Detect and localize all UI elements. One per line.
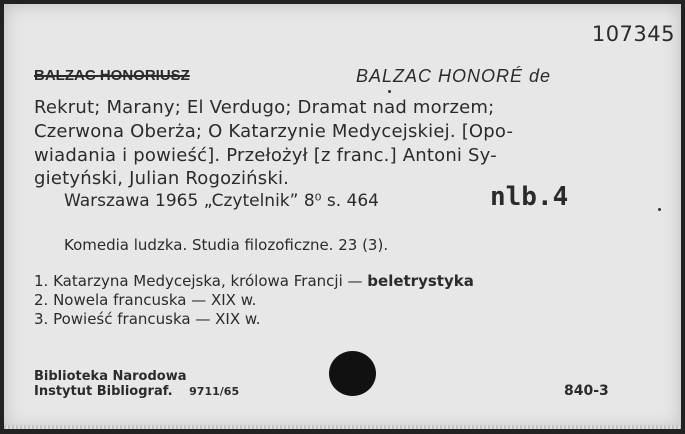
publication-info: Warszawa 1965 „Czytelnik” 8⁰ s. 464: [64, 191, 379, 211]
subject-text: 2. Nowela francuska — XIX w.: [34, 291, 257, 309]
subject-heading: [34, 291, 256, 309]
punch-hole: [329, 351, 376, 396]
subject-text: 1. Katarzyna Medycejska, królowa Francji —: [34, 272, 368, 290]
footer-institution-line2: Instytut Bibliograf.: [34, 384, 173, 399]
title-line: gietyński, Julian Rogoziński.: [34, 168, 290, 189]
subject-text: 3. Powieść francuska — XIX w.: [34, 310, 261, 328]
footer-print-code: 9711/65: [189, 385, 240, 398]
subject-emphasis: beletrystyka: [367, 272, 474, 290]
subject-heading: [34, 310, 261, 328]
title-line: wiadania i powieść]. Przełożył [z franc.] Antoni Sy-: [34, 145, 497, 166]
catalog-card: [4, 4, 681, 429]
title-line: Czerwona Oberża; O Katarzynie Medycejskiej. [Opo-: [34, 121, 514, 142]
series-note: Komedia ludzka. Studia filozoficzne. 23 (3).: [64, 236, 389, 254]
ink-speck: [388, 90, 391, 93]
shelfmark: nlb.4: [490, 182, 569, 212]
title-line: Rekrut; Marany; El Verdugo; Dramat nad morzem;: [34, 97, 495, 118]
footer-institution: Biblioteka Narodowa: [34, 369, 187, 384]
accession-number: 107345: [591, 22, 675, 46]
subject-heading: [34, 272, 474, 290]
ink-speck: [658, 208, 661, 211]
struck-heading: BALZAC HONORIUSZ: [34, 67, 190, 84]
catalog-code: 840-3: [564, 383, 609, 399]
card-edge: [4, 425, 681, 429]
author-heading: BALZAC HONORÉ de: [356, 66, 552, 86]
footer-institution: [34, 384, 239, 399]
